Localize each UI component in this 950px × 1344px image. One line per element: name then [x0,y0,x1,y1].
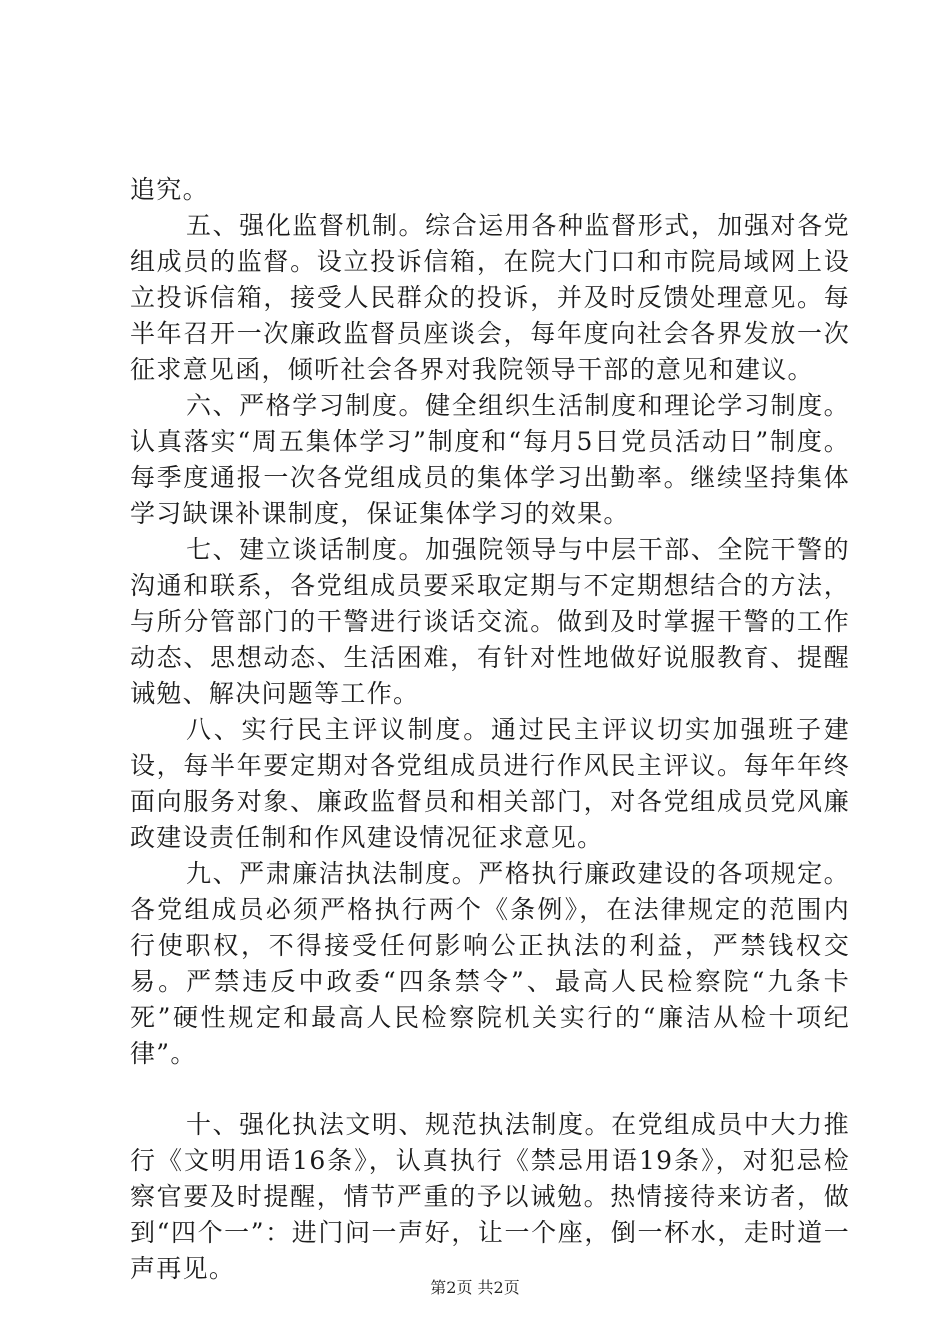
paragraph-continuation: 追究。 [130,175,209,204]
paragraph-8-democratic-review: 八、实行民主评议制度。通过民主评议切实加强班子建设，每半年要定期对各党组成员进行作风民主评议。每年年终面向服务对象、廉政监督员和相关部门，对各党组成员党风廉政建设责任制和作风建设情况征求意见。 [130,715,850,852]
paragraph-6-study: 六、严格学习制度。健全组织生活制度和理论学习制度。认真落实“周五集体学习”制度和“每月5日党员活动日”制度。每季度通报一次各党组成员的集体学习出勤率。继续坚持集体学习缺课补课制度，保证集体学习的效果。 [130,391,850,528]
paragraph-7-talks: 七、建立谈话制度。加强院领导与中层干部、全院干警的沟通和联系，各党组成员要采取定期与不定期想结合的方法，与所分管部门的干警进行谈话交流。做到及时掌握干警的工作动态、思想动态、生活困难，有针对性地做好说服教育、提醒诫勉、解决问题等工作。 [130,535,850,708]
document-body [130,172,850,1287]
page-footer: 第2页 共2页 [430,1278,520,1297]
paragraph-10-civil-enforcement: 十、强化执法文明、规范执法制度。在党组成员中大力推行《文明用语16条》，认真执行《禁忌用语19条》，对犯忌检察官要及时提醒，情节严重的予以诫勉。热情接待来访者，做到“四个一”：进门问一声好，让一个座，倒一杯水，走时道一声再见。 [130,1110,850,1283]
paragraph-5-supervision: 五、强化监督机制。综合运用各种监督形式，加强对各党组成员的监督。设立投诉信箱，在院大门口和市院局域网上设立投诉信箱，接受人民群众的投诉，并及时反馈处理意见。每半年召开一次廉政监督员座谈会，每年度向社会各界发放一次征求意见函，倾听社会各界对我院领导干部的意见和建议。 [130,211,850,384]
paragraph-9-clean-law-enforcement: 九、严肃廉洁执法制度。严格执行廉政建设的各项规定。各党组成员必须严格执行两个《条例》，在法律规定的范围内行使职权，不得接受任何影响公正执法的利益，严禁钱权交易。严禁违反中政委“四条禁令”、最高人民检察院“九条卡死”硬性规定和最高人民检察院机关实行的“廉洁从检十项纪律”。 [130,859,850,1068]
